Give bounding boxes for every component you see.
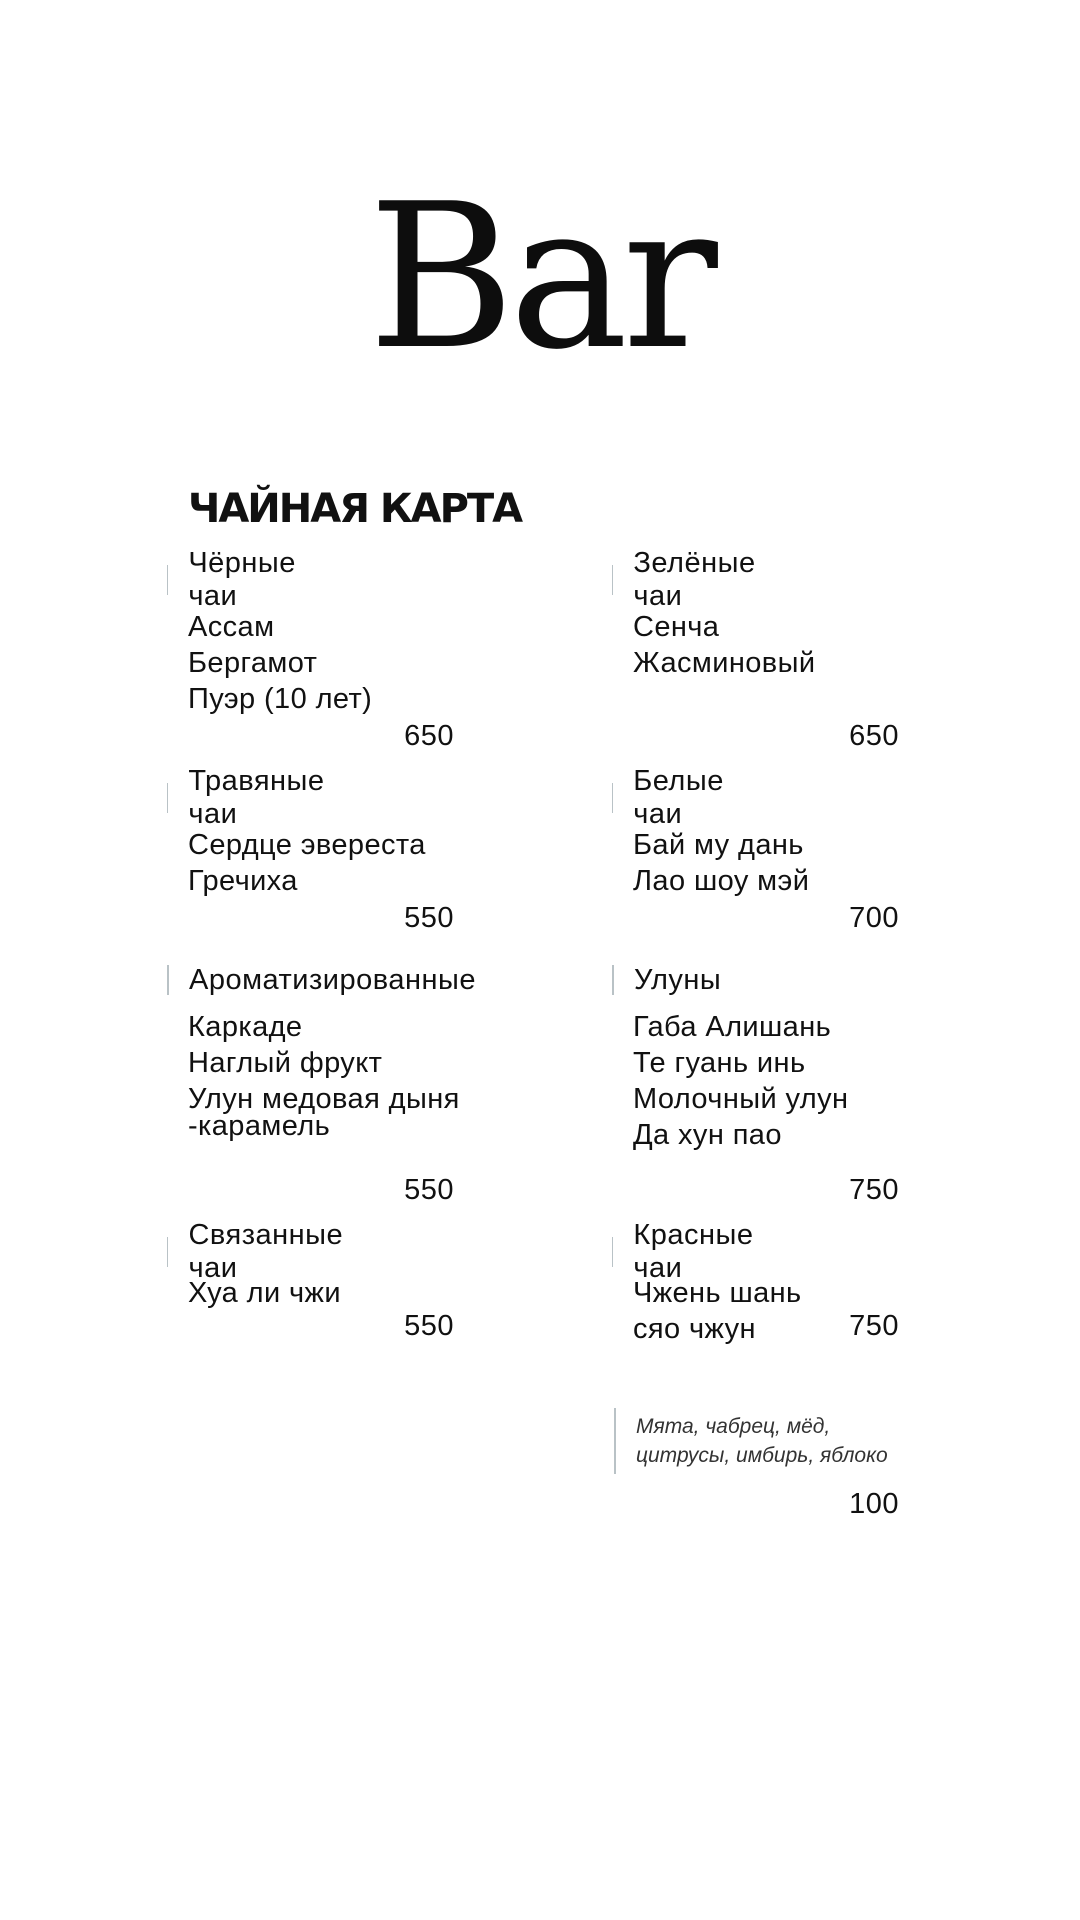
section-header	[167, 547, 297, 612]
accent-bar	[612, 565, 613, 595]
section-title: Белые чаи	[633, 765, 724, 830]
item-list	[633, 609, 815, 681]
addons-line: Мята, чабрец, мёд,	[636, 1415, 831, 1438]
list-item: Те гуань инь	[633, 1047, 806, 1079]
list-item: Пуэр (10 лет)	[188, 683, 373, 715]
list-item: Бай му дань	[633, 829, 804, 861]
addons-note	[614, 1408, 888, 1474]
accent-bar	[167, 1237, 168, 1267]
price: 550	[404, 902, 454, 934]
addons-text	[636, 1412, 888, 1470]
list-item: Жасминовый	[633, 647, 816, 679]
list-item: Сердце эвереста	[188, 829, 426, 861]
price: 650	[404, 720, 454, 752]
price: 550	[404, 1174, 454, 1206]
item-list	[633, 1275, 802, 1347]
price: 550	[404, 1310, 454, 1342]
list-item: Улун медовая дыня	[188, 1083, 460, 1115]
item-list	[188, 827, 426, 899]
list-item: Габа Алишань	[633, 1011, 832, 1043]
section-header	[167, 963, 476, 997]
menu-title: ЧАЙНАЯ КАРТА	[188, 486, 522, 532]
section-header	[612, 765, 725, 830]
section-title: Чёрные чаи	[188, 547, 296, 612]
accent-bar	[167, 783, 168, 813]
accent-bar	[614, 1408, 616, 1474]
list-item: Наглый фрукт	[188, 1047, 383, 1079]
item-list	[633, 1009, 848, 1153]
section-header	[612, 547, 756, 612]
accent-bar	[612, 1237, 613, 1267]
accent-bar	[167, 965, 169, 995]
price: 650	[849, 720, 899, 752]
item-list	[188, 609, 372, 717]
item-list	[188, 1009, 460, 1142]
price: 750	[849, 1174, 899, 1206]
price: 750	[849, 1310, 899, 1342]
addons-price: 100	[849, 1488, 899, 1520]
list-item: Чжень шань	[633, 1277, 802, 1309]
list-item: Хуа ли чжи	[188, 1277, 341, 1309]
accent-bar	[167, 565, 168, 595]
list-item: Гречиха	[188, 865, 298, 897]
item-list	[633, 827, 809, 899]
addons-line: цитрусы, имбирь, яблоко	[636, 1444, 888, 1467]
accent-bar	[612, 965, 614, 995]
bar-logo: Bar	[368, 161, 712, 394]
list-item: -карамель	[188, 1110, 331, 1142]
list-item: Молочный улун	[633, 1083, 849, 1115]
item-list	[188, 1275, 341, 1311]
list-item: Лао шоу мэй	[633, 865, 810, 897]
list-item: Бергамот	[188, 647, 318, 679]
list-item: Ассам	[188, 611, 275, 643]
section-header	[612, 963, 721, 997]
section-title: Травяные чаи	[188, 765, 325, 830]
list-item: Сенча	[633, 611, 720, 643]
section-title: Зелёные чаи	[633, 547, 756, 612]
section-title: Красные чаи	[633, 1219, 754, 1284]
accent-bar	[612, 783, 613, 813]
price: 700	[849, 902, 899, 934]
section-header	[612, 1219, 754, 1284]
list-item: сяо чжун	[633, 1313, 756, 1345]
section-title: Улуны	[634, 963, 722, 996]
list-item: Да хун пао	[633, 1119, 782, 1151]
section-title: Связанные чаи	[188, 1219, 344, 1284]
section-title: Ароматизированные	[189, 963, 476, 996]
section-header	[167, 765, 325, 830]
section-header	[167, 1219, 344, 1284]
list-item: Каркаде	[188, 1011, 303, 1043]
